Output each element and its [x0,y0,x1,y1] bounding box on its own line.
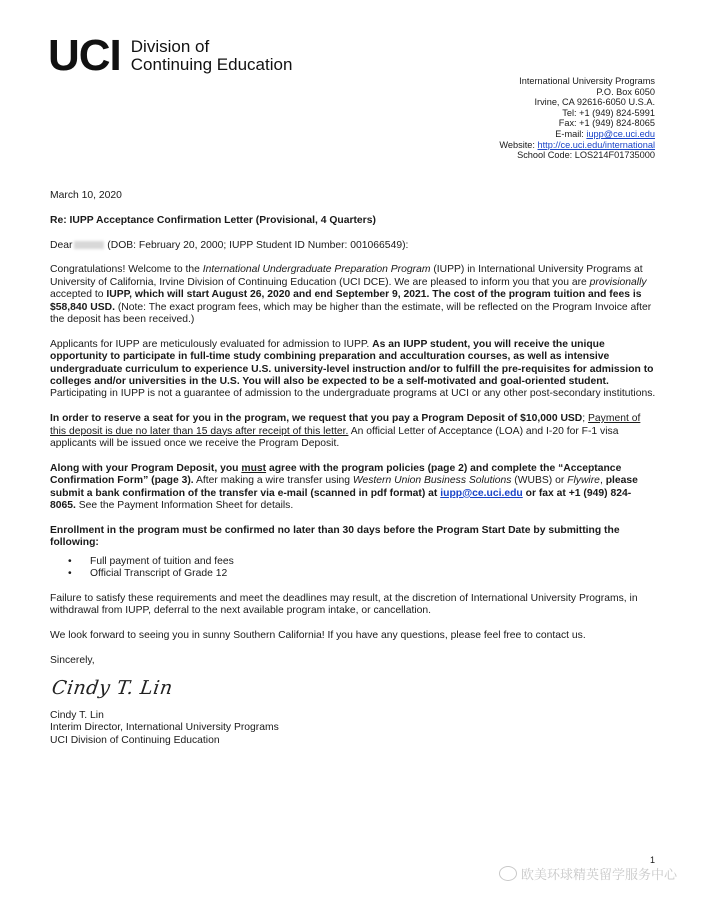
address-line: Irvine, CA 92616-6050 U.S.A. [534,97,655,108]
paragraph-closing: We look forward to seeing you in sunny Southern California! If you have any questions, please feel free to contact us. [50,630,586,642]
paragraph-failure: Failure to satisfy these requirements and meet the deadlines may result, at the discretion of International University Programs, in withdrawal from IUPP, deferral to the next available program intake, or cancellation. [50,592,638,617]
website-label: Website: [499,139,535,150]
fax-line: Fax: +1 (949) 824-8065 [558,118,655,129]
logo-line-2: Continuing Education [130,55,293,74]
letter-date: March 10, 2020 [50,190,122,201]
paragraph-policies: Along with your Program Deposit, you must agree with the program policies (page 2) and complete the “Acceptance Confirmation Form” (page 3). After making a wire transfer using Western Union Business Solutions (WUBS) or Flywire, please submit a bank confirmation of the transfer via e-mail (scanned in pdf format) at iupp@ce.uci.edu or fax at +1 (949) 824-8065. See the Payment Information Sheet for details. [50,462,638,512]
uci-dce-logo [48,31,293,80]
logo-division-text [131,36,293,74]
watermark-text: 欧美环球精英留学服务中心 [520,868,677,883]
requirements-list [50,556,656,581]
handwritten-signature: Cindy T. Lin [50,676,175,699]
letter-body [50,190,656,747]
paragraph-enrollment: Enrollment in the program must be confirmed no later than 30 days before the Program Start Date by submitting the following: [50,524,620,549]
signer-title: Interim Director, International University Programs [50,722,279,734]
letterhead-address [499,76,655,161]
closing: Sincerely, [50,654,95,666]
website-line [499,140,655,151]
email-link[interactable]: iupp@ce.uci.edu [586,128,655,139]
list-item: • Full payment of tuition and fees [90,556,656,568]
signer-name: Cindy T. Lin [50,710,104,722]
phone-line: Tel: +1 (949) 824-5991 [562,107,655,118]
paragraph-welcome: Congratulations! Welcome to the International Undergraduate Preparation Program (IUPP) in International University Programs at University of California, Irvine Division of Continuing Education (UCI DCE). We are pleased to inform you that you are provisionally accepted to IUPP, which will start August 26, 2020 and end September 9, 2021. The cost of the program tuition and fees is $58,840 USD. (Note: The exact program fees, which may be higher than the estimate, will be reflected on the Program Invoice after the deposit has been received.) [50,264,652,326]
page-number: 1 [649,855,655,865]
address-line: International University Programs [519,76,655,86]
email-link-body[interactable]: iupp@ce.uci.edu [440,487,523,499]
letter-subject: Re: IUPP Acceptance Confirmation Letter (Provisional, 4 Quarters) [50,214,376,226]
website-link[interactable]: http://ce.uci.edu/international [537,139,655,150]
school-code: School Code: LOS214F01735000 [517,150,655,161]
email-label: E-mail: [555,128,584,139]
paragraph-evaluation: Applicants for IUPP are meticulously evaluated for admission to IUPP. As an IUPP student, you will receive the unique opportunity to participate in full-time study combining preparation and acculturation courses, as well as intensive undergraduate curriculum to experience U.S. university-level instruction and/or to fulfill the pre-requisites for admission to colleges and/or universities in the U.S. You will also be expected to be a self-motivated and goal-oriented student. Participating in IUPP is not a guarantee of admission to the undergraduate programs at UCI or any other post-secondary institutions. [50,338,656,400]
logo-line-1: Division of [130,37,210,56]
salutation: Dear (DOB: February 20, 2000; IUPP Student ID Number: 001066549): [50,239,409,251]
address-line: P.O. Box 6050 [596,86,655,97]
email-line [499,129,655,140]
signer-org: UCI Division of Continuing Education [50,734,220,746]
watermark [499,864,677,883]
uci-logo-mark: UCI [48,31,121,80]
wechat-icon [499,866,517,881]
paragraph-deposit: In order to reserve a seat for you in the program, we request that you pay a Program Deposit of $10,000 USD; Payment of this deposit is due no later than 15 days after receipt of this letter. An official Letter of Acceptance (LOA) and I-20 for F-1 visa applicants will be issued once we receive the Program Deposit. [50,413,641,450]
redacted-name [74,241,104,249]
list-item: • Official Transcript of Grade 12 [90,568,656,580]
